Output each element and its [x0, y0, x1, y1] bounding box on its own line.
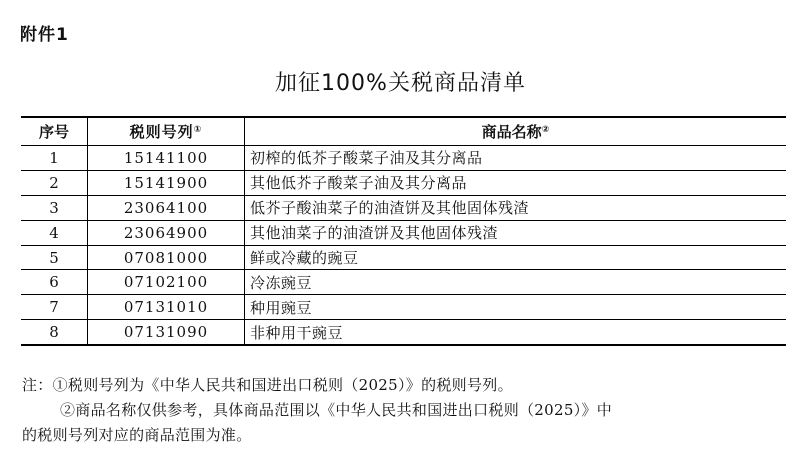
product-name-cell: 冷冻豌豆: [245, 270, 787, 295]
product-name-cell: 鲜或冷藏的豌豆: [245, 245, 787, 270]
serial-number-cell: 8: [21, 320, 88, 345]
serial-number-cell: 2: [21, 170, 88, 195]
table-row: [21, 320, 786, 345]
table-row: [21, 245, 786, 270]
product-name-cell: 初榨的低芥子酸菜子油及其分离品: [245, 146, 787, 171]
product-name-cell: 低芥子酸油菜子的油渣饼及其他固体残渣: [245, 195, 787, 220]
serial-number-cell: 4: [21, 220, 88, 245]
product-name-cell: 非种用干豌豆: [245, 320, 787, 345]
table-row: [21, 295, 786, 320]
tariff-code-cell: 07131010: [88, 295, 245, 320]
tariff-code-cell: 15141100: [88, 146, 245, 171]
table-row: [21, 220, 786, 245]
header-tariff-code-label: 税则号列: [129, 123, 194, 141]
footnote-prefix: 注：: [22, 376, 53, 394]
serial-number-cell: 6: [21, 270, 88, 295]
footnote-marker-2: ②: [541, 125, 550, 135]
product-name-cell: 种用豌豆: [245, 295, 787, 320]
serial-number-cell: 3: [21, 195, 88, 220]
tariff-code-cell: 15141900: [88, 170, 245, 195]
footnotes: [22, 373, 792, 448]
serial-number-cell: 1: [21, 146, 88, 171]
table-row: [21, 195, 786, 220]
product-name-cell: 其他油菜子的油渣饼及其他固体残渣: [245, 220, 787, 245]
table-row: [21, 146, 786, 171]
header-tariff-code: [88, 117, 245, 146]
table-header-row: [21, 117, 786, 146]
table-row: [21, 170, 786, 195]
tariff-code-cell: 07102100: [88, 270, 245, 295]
table-row: [21, 270, 786, 295]
header-serial-number: [21, 117, 88, 146]
tariff-code-cell: 23064900: [88, 220, 245, 245]
product-name-cell: 其他低芥子酸菜子油及其分离品: [245, 170, 787, 195]
footnote-2-continued: 的税则号列对应的商品范围为准。: [22, 426, 252, 444]
serial-number-cell: 7: [21, 295, 88, 320]
page-title: 加征100%关税商品清单: [275, 71, 526, 96]
footnote-marker-1: ①: [193, 125, 203, 135]
header-product-name: [245, 117, 787, 146]
header-product-name-label: 商品名称: [481, 123, 542, 141]
header-serial-number-label: 序号: [38, 123, 69, 141]
footnote-1-text: ①税则号列为《中华人民共和国进出口税则（2025）》的税则号列。: [52, 376, 513, 394]
footnote-2: ②商品名称仅供参考，具体商品范围以《中华人民共和国进出口税则（2025）》中: [60, 401, 613, 419]
serial-number-cell: 5: [21, 245, 88, 270]
attachment-label: 附件1: [20, 25, 69, 45]
footnote-1: [22, 373, 792, 398]
tariff-table: [21, 116, 786, 346]
tariff-code-cell: 07081000: [88, 245, 245, 270]
tariff-code-cell: 07131090: [88, 320, 245, 345]
tariff-code-cell: 23064100: [88, 195, 245, 220]
